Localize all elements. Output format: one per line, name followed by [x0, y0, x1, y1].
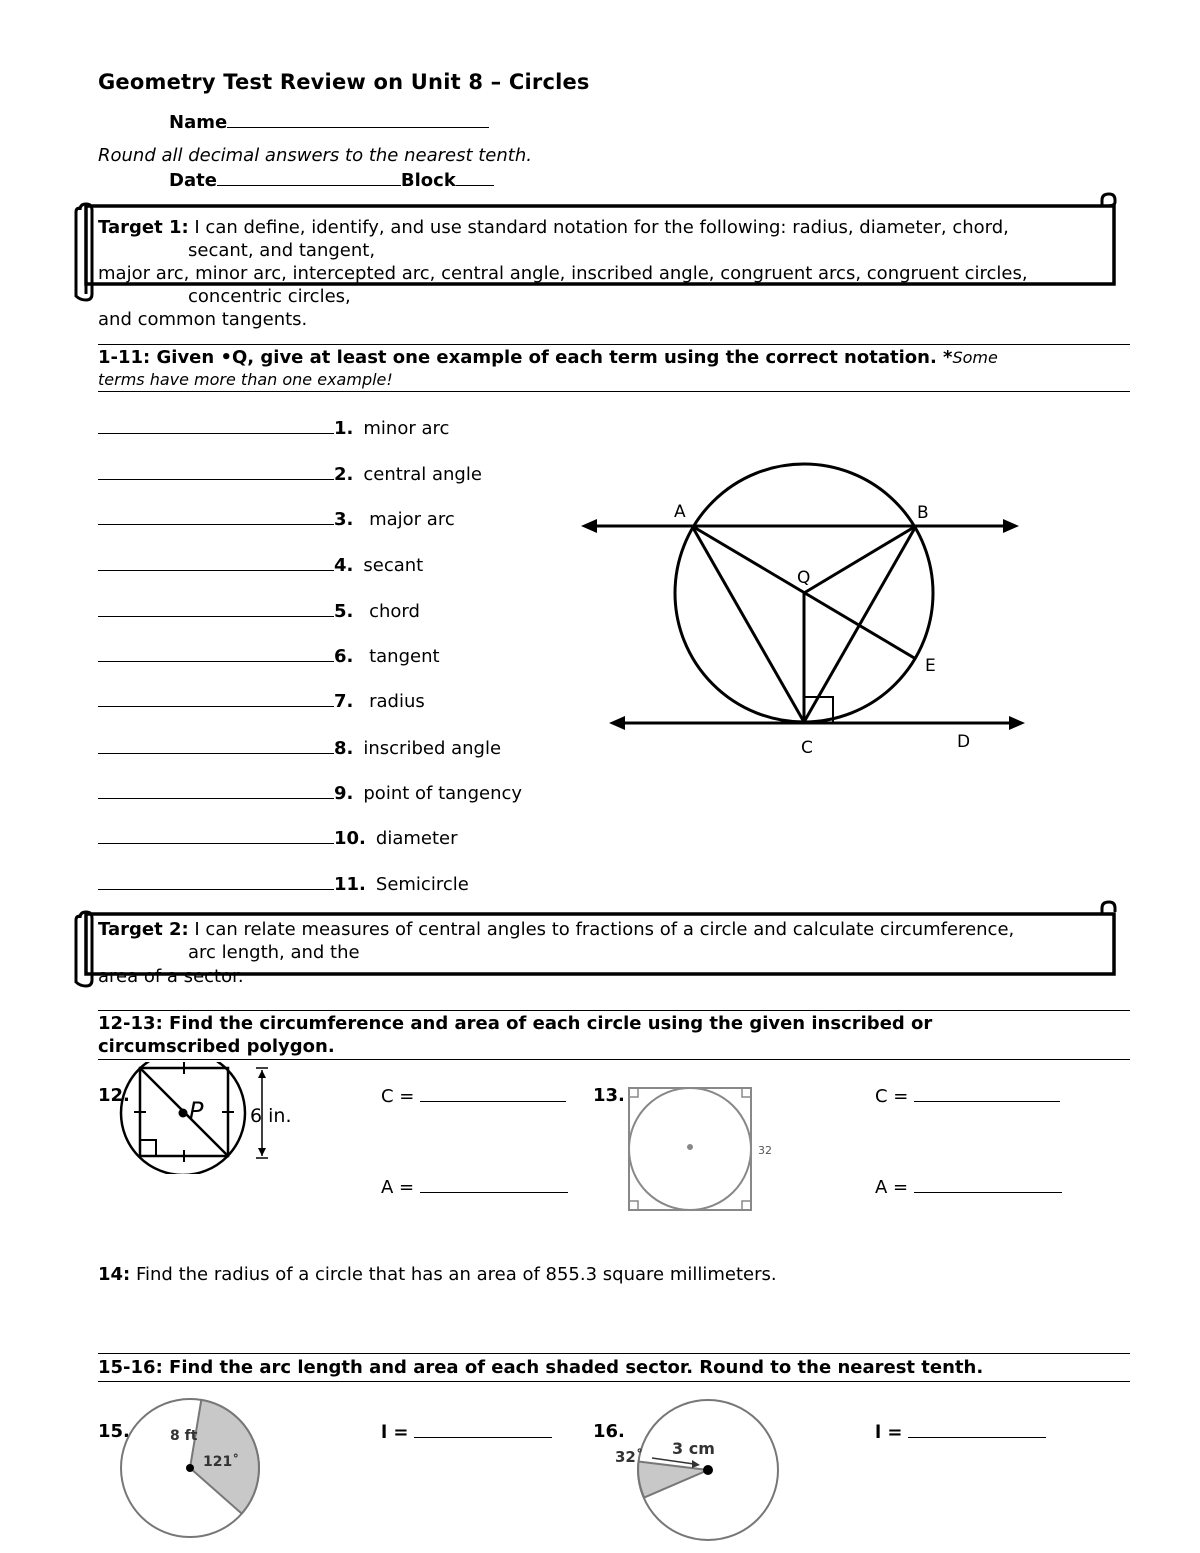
q12-point-label: P — [189, 1097, 204, 1125]
section2-heading-line1: 12-13: Find the circumference and area of each circle using the given inscribed or — [98, 1013, 933, 1034]
section3-top-rule — [98, 1353, 1130, 1354]
target1-line5: and common tangents. — [98, 309, 308, 330]
q16-radius-label: 3 cm — [672, 1439, 715, 1458]
date-label: Date — [169, 170, 217, 191]
question-term: diameter — [375, 828, 458, 849]
section2-heading-line2: circumscribed polygon. — [98, 1036, 335, 1057]
label-b: B — [917, 503, 929, 523]
label-e: E — [925, 656, 936, 676]
label-a: A — [674, 502, 686, 522]
q12-a-answer[interactable] — [420, 1176, 568, 1193]
q14-label: 14: — [98, 1264, 131, 1285]
question-term: inscribed angle — [363, 738, 502, 759]
question-number: 6. — [334, 646, 354, 667]
date-field[interactable] — [217, 168, 401, 186]
question-number: 4. — [334, 555, 354, 576]
q13-circumference-row — [875, 1085, 1060, 1107]
question-number: 1. — [334, 418, 354, 439]
date-block-row — [169, 168, 494, 191]
name-field[interactable] — [227, 110, 489, 128]
section1-top-rule — [98, 344, 1130, 345]
q14-row — [98, 1264, 777, 1285]
question-term: major arc — [363, 509, 455, 530]
q12-circumference-row — [381, 1085, 566, 1107]
q13-c-answer[interactable] — [914, 1085, 1060, 1102]
target1-line3: major arc, minor arc, intercepted arc, central angle, inscribed angle, congruent arcs, congruent circles, — [98, 263, 1028, 284]
question-number: 9. — [334, 783, 354, 804]
target2-label: Target 2: — [98, 919, 189, 940]
question-term: radius — [363, 691, 425, 712]
target2-line3: area of a sector. — [98, 966, 244, 987]
q12-area-row — [381, 1176, 568, 1198]
target2-line1 — [98, 919, 1014, 940]
question-number: 3. — [334, 509, 354, 530]
name-row — [169, 110, 489, 133]
q16-arc-length-row — [875, 1421, 1046, 1443]
page-title: Geometry Test Review on Unit 8 – Circles — [98, 70, 590, 94]
answer-blank[interactable] — [98, 782, 334, 799]
question-row — [98, 873, 469, 895]
target1-line1 — [98, 217, 1009, 238]
question-row — [98, 600, 420, 622]
label-c: C — [801, 738, 813, 758]
question-number: 5. — [334, 601, 354, 622]
section1-heading — [98, 347, 998, 368]
block-label: Block — [400, 170, 456, 191]
question-row — [98, 645, 440, 667]
section1-heading-italic: Some — [952, 348, 998, 367]
answer-blank[interactable] — [98, 690, 334, 707]
question-row — [98, 554, 423, 576]
q12-figure — [116, 1062, 306, 1174]
question-term: chord — [363, 601, 420, 622]
answer-blank[interactable] — [98, 508, 334, 525]
q13-a-label: A = — [875, 1177, 909, 1198]
answer-blank[interactable] — [98, 600, 334, 617]
target1-line4: concentric circles, — [188, 286, 351, 307]
q13-figure — [626, 1085, 776, 1215]
q12-c-answer[interactable] — [420, 1085, 566, 1102]
q14-text: Find the radius of a circle that has an area of 855.3 square millimeters. — [130, 1264, 777, 1285]
block-field[interactable] — [456, 168, 494, 186]
answer-blank[interactable] — [98, 827, 334, 844]
q13-c-label: C = — [875, 1086, 909, 1107]
question-term: point of tangency — [363, 783, 523, 804]
question-row — [98, 417, 449, 439]
question-number: 10. — [334, 828, 366, 849]
question-row — [98, 690, 425, 712]
question-term: tangent — [363, 646, 440, 667]
question-term: secant — [363, 555, 424, 576]
q16-l-label: l = — [875, 1422, 903, 1443]
target1-label: Target 1: — [98, 217, 189, 238]
circle-q-figure — [575, 455, 1035, 765]
q15-radius-label: 8 ft — [170, 1428, 198, 1444]
answer-blank[interactable] — [98, 417, 334, 434]
instructions: Round all decimal answers to the nearest tenth. — [98, 145, 532, 166]
q13-number: 13. — [593, 1085, 625, 1106]
section2-bottom-rule — [98, 1059, 1130, 1060]
q13-area-row — [875, 1176, 1062, 1198]
section2-top-rule — [98, 1010, 1130, 1011]
question-row — [98, 463, 482, 485]
q12-a-label: A = — [381, 1177, 415, 1198]
q15-angle-label: 121˚ — [203, 1454, 240, 1470]
target2-text1: I can relate measures of central angles to fractions of a circle and calculate circumference, — [188, 919, 1015, 940]
q15-figure — [118, 1396, 268, 1546]
q15-l-answer[interactable] — [414, 1421, 552, 1438]
q12-number: 12. — [98, 1085, 130, 1106]
question-number: 11. — [334, 874, 366, 895]
question-number: 8. — [334, 738, 354, 759]
q12-c-label: C = — [381, 1086, 415, 1107]
answer-blank[interactable] — [98, 873, 334, 890]
question-term: minor arc — [363, 418, 450, 439]
q13-a-answer[interactable] — [914, 1176, 1062, 1193]
label-q: Q — [797, 568, 811, 588]
q15-arc-length-row — [381, 1421, 552, 1443]
q16-angle-label: 32˚ — [615, 1448, 644, 1466]
q13-dimension: 32 — [758, 1144, 772, 1157]
target2-line2: arc length, and the — [188, 942, 360, 963]
q16-number: 16. — [593, 1421, 625, 1442]
q16-figure — [612, 1396, 782, 1546]
target1-text1: I can define, identify, and use standard notation for the following: radius, diameter, chord, — [188, 217, 1009, 238]
section1-heading-text: 1-11: Given •Q, give at least one example of each term using the correct notation. * — [98, 347, 953, 368]
answer-blank[interactable] — [98, 737, 334, 754]
question-number: 2. — [334, 464, 354, 485]
section3-heading: 15-16: Find the arc length and area of each shaded sector. Round to the nearest tenth. — [98, 1357, 984, 1378]
q16-l-answer[interactable] — [908, 1421, 1046, 1438]
question-row — [98, 508, 455, 530]
name-label: Name — [169, 112, 228, 133]
question-row — [98, 827, 458, 849]
target1-line2: secant, and tangent, — [188, 240, 376, 261]
q15-l-label: l = — [381, 1422, 409, 1443]
question-row — [98, 782, 522, 804]
answer-blank[interactable] — [98, 554, 334, 571]
q15-number: 15. — [98, 1421, 130, 1442]
question-row — [98, 737, 501, 759]
section3-bottom-rule — [98, 1381, 1130, 1382]
section1-heading-line2: terms have more than one example! — [98, 370, 393, 389]
question-term: central angle — [363, 464, 482, 485]
label-d: D — [957, 732, 971, 752]
answer-blank[interactable] — [98, 463, 334, 480]
question-number: 7. — [334, 691, 354, 712]
section1-bottom-rule — [98, 391, 1130, 392]
answer-blank[interactable] — [98, 645, 334, 662]
q12-dimension: 6 in. — [250, 1105, 292, 1127]
question-term: Semicircle — [375, 874, 469, 895]
